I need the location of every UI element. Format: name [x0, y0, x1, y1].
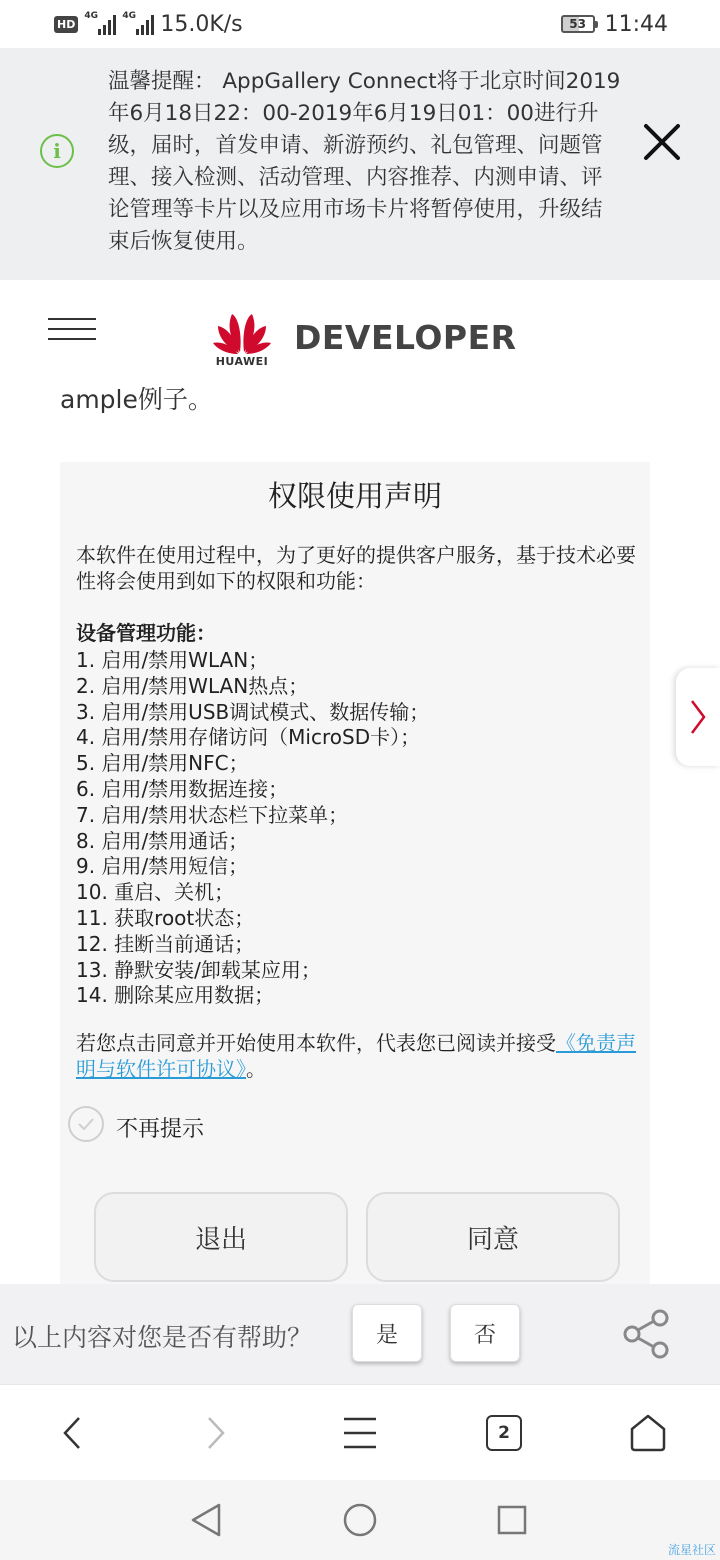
huawei-logo-icon — [212, 308, 272, 354]
list-item: 14. 删除某应用数据； — [76, 983, 275, 1008]
clock: 11:44 — [604, 11, 668, 37]
list-item: 13. 静默安装/卸载某应用； — [76, 957, 321, 982]
list-item: 12. 挂断当前通话； — [76, 931, 255, 956]
status-right — [561, 10, 668, 38]
agree-button: 同意 — [366, 1192, 620, 1282]
hamburger-icon[interactable] — [48, 314, 96, 342]
consent-suffix: 。 — [246, 1057, 266, 1081]
close-icon[interactable] — [640, 120, 684, 164]
signal-icon — [122, 13, 154, 35]
list-item: 9. 启用/禁用短信； — [76, 854, 249, 879]
list-item: 1. 启用/禁用WLAN； — [76, 648, 269, 672]
notice-banner — [0, 48, 720, 280]
checkmark-icon — [68, 1106, 104, 1142]
info-icon: i — [40, 134, 74, 168]
list-item: 11. 获取root状态； — [76, 905, 255, 930]
list-item: 2. 启用/禁用WLAN热点； — [76, 673, 309, 698]
network-type-label: 4G — [122, 11, 136, 21]
nav-back-icon[interactable] — [184, 1498, 228, 1542]
article-snippet: ample例子。 — [60, 385, 213, 414]
hd-badge: HD — [54, 16, 78, 33]
brand-title: DEVELOPER — [294, 318, 517, 357]
feedback-question: 以上内容对您是否有帮助？ — [12, 1323, 313, 1352]
consent-prefix: 若您点击同意并开始使用本软件，代表您已阅读并接受 — [76, 1031, 556, 1055]
huawei-developer-logo[interactable] — [212, 308, 517, 370]
dialog-section-title: 设备管理功能： — [76, 621, 216, 645]
tab-count: 2 — [498, 1423, 510, 1443]
license-link: 《免责声明与软件许可协议》 — [76, 1031, 636, 1081]
share-icon[interactable] — [618, 1306, 674, 1362]
list-item: 10. 重启、关机； — [76, 880, 235, 905]
dialog-title: 权限使用声明 — [267, 479, 442, 513]
home-icon[interactable] — [622, 1407, 674, 1459]
list-item: 7. 启用/禁用状态栏下拉菜单； — [76, 802, 349, 827]
back-icon[interactable] — [46, 1407, 98, 1459]
yes-button[interactable]: 是 — [352, 1304, 422, 1362]
list-item: 6. 启用/禁用数据连接； — [76, 776, 289, 801]
consent-text — [76, 1030, 644, 1082]
permission-list — [76, 648, 429, 1009]
nav-home-icon[interactable] — [338, 1498, 382, 1542]
exit-button: 退出 — [94, 1192, 348, 1282]
browser-toolbar — [0, 1384, 720, 1480]
battery-icon — [561, 15, 595, 33]
forward-icon[interactable] — [190, 1407, 242, 1459]
dialog-intro: 本软件在使用过程中，为了更好的提供客户服务，基于技术必要性将会使用到如下的权限和功能： — [76, 543, 636, 593]
no-button[interactable]: 否 — [450, 1304, 520, 1362]
notice-text: 温馨提醒： AppGallery Connect将于北京时间2019年6月18日22：00-2019年6月19日01：00进行升级，届时，首发申请、新游预约、礼包管理、问题管理、接入检测、活动管理、内容推荐、内测申请、评论管理等卡片以及应用市场卡片将暂停使用，升级结束后恢复使用。 — [108, 69, 621, 254]
nav-recents-icon[interactable] — [490, 1498, 534, 1542]
dont-remind-label: 不再提示 — [116, 1117, 205, 1142]
list-item: 5. 启用/禁用NFC； — [76, 751, 249, 776]
watermark: 流星社区 — [667, 1543, 716, 1557]
list-item: 4. 启用/禁用存储访问（MicroSD卡）； — [76, 725, 421, 750]
feedback-bar — [0, 1284, 720, 1384]
battery-level: 53 — [569, 17, 586, 31]
tabs-button[interactable] — [478, 1407, 530, 1459]
list-item: 3. 启用/禁用USB调试模式、数据传输； — [76, 699, 430, 724]
status-left — [54, 10, 243, 38]
system-navigation — [0, 1480, 720, 1560]
status-bar — [0, 0, 720, 48]
signal-icon — [84, 13, 116, 35]
network-type-label: 4G — [84, 11, 98, 21]
next-arrow-button[interactable] — [676, 668, 720, 766]
network-speed: 15.0K/s — [160, 11, 243, 37]
list-item: 8. 启用/禁用通话； — [76, 828, 249, 853]
chevron-right-icon — [688, 697, 708, 737]
permission-dialog-image — [60, 462, 650, 1284]
menu-icon[interactable] — [334, 1407, 386, 1459]
brand-name: HUAWEI — [215, 355, 269, 368]
site-header — [0, 280, 720, 380]
